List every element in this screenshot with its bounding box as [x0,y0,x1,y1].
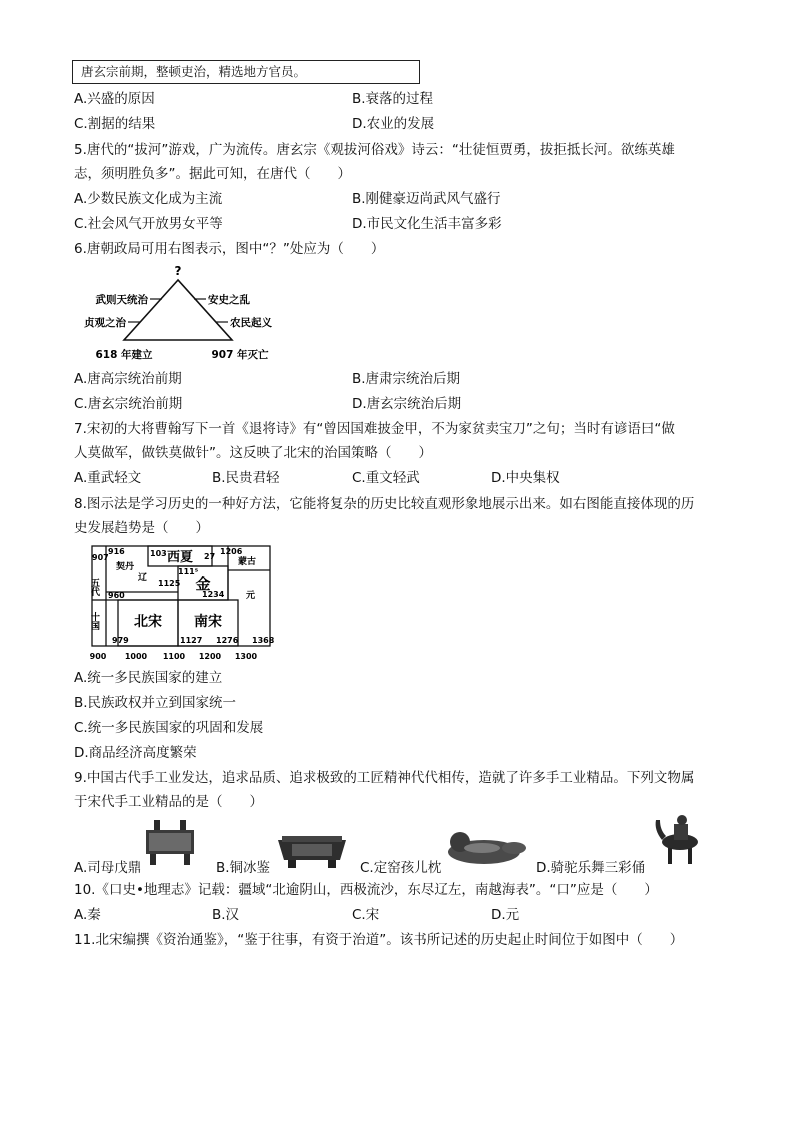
q9-option-b: B.铜冰鉴 [216,860,271,876]
label-xixia: 西夏 [166,550,194,565]
q4-material-box [72,60,420,84]
label-916: 916 [108,547,125,556]
q6-right-upper-label: 安史之乱 [208,294,250,306]
q8-stem-line1: 8.图示法是学习历史的一种好方法，它能将复杂的历史比较直观形象地展示出来。如右图能直接体现的历 [74,496,695,512]
label-nansong: 南宋 [194,614,222,630]
q5-option-b: B.刚健豪迈尚武风气盛行 [352,191,501,207]
axis-1200: 1200 [198,652,222,661]
q6-option-d: D.唐玄宗统治后期 [352,396,462,412]
q8-stem-line2: 史发展趋势是（ ） [74,520,209,536]
q8-option-d: D.商品经济高度繁荣 [74,745,197,761]
label-jin: 金 [195,575,211,593]
label-shiguo: 十国 [89,612,99,630]
q5-stem-line2: 志，须明胜负多”。据此可知，在唐代（ ） [74,166,351,182]
q10-option-a: A.秦 [74,907,101,923]
label-960: 960 [108,591,125,600]
q8-option-b: B.民族政权并立到国家统一 [74,695,237,711]
q8-option-c: C.统一多民族国家的巩固和发展 [74,720,264,736]
label-qidan: 契丹 [116,562,135,572]
label-liao: 辽 [138,573,148,583]
q6-option-c: C.唐玄宗统治前期 [74,396,183,412]
label-menggu: 蒙古 [238,557,257,567]
label-979: 979 [112,636,129,645]
q6-option-b: B.唐肃宗统治后期 [352,371,461,387]
q10-option-b: B.汉 [212,907,240,923]
q6-left-lower-label: 贞观之治 [84,317,126,329]
bronze-icebox-image [272,830,352,870]
label-27: 27 [204,552,216,561]
q7-option-c: C.重文轻武 [352,470,420,486]
axis-1300: 1300 [234,652,258,661]
label-wudai: 五代 [89,578,99,596]
tricolor-camel-figurine-image [646,812,710,866]
label-103: 103 [150,549,167,558]
q4-material-text: 唐玄宗前期，整顿吏治，精选地方官员。 [81,64,307,79]
q7-stem-line1: 7.宋初的大将曹翰写下一首《退将诗》有“曾因国难披金甲，不为家贫卖宝刀”之句；当时有谚语曰“做 [74,421,675,437]
q6-tang-diagram [68,262,298,366]
simuwu-ding-image [140,818,200,866]
label-1276: 1276 [216,636,239,645]
q9-option-c: C.定窑孩儿枕 [360,860,442,876]
label-yuan: 元 [246,591,256,601]
label-1368: 1368 [252,636,275,645]
q7-option-a: A.重武轻文 [74,470,142,486]
q6-right-lower-label: 农民起义 [230,317,272,329]
q8-regimes-chart [86,542,286,664]
q11-stem: 11.北宋编撰《资治通鉴》，“鉴于往事，有资于治道”。该书所记述的历史起止时间位于如图中（ ） [74,932,684,948]
q9-stem-line1: 9.中国古代手工业发达，追求品质、追求极致的工匠精神代代相传，造就了许多手工业精品。下列文物属 [74,770,695,786]
q6-left-upper-label: 武则天统治 [95,294,148,306]
q6-end-label: 907 年灭亡 [211,349,269,361]
label-1206: 1206 [220,547,243,556]
q5-stem-line1: 5.唐代的“拔河”游戏，广为流传。唐玄宗《观拔河俗戏》诗云：“壮徒恒贾勇，拔拒抵长河。欲练英雄 [74,142,675,158]
axis-900: 900 [89,652,107,661]
q10-stem: 10.《口史•地理志》记载：疆域“北逾阴山，西极流沙，东尽辽左，南越海表”。“口”应是（ ） [74,882,658,898]
q10-option-d: D.元 [491,907,520,923]
label-1234: 1234 [202,590,225,599]
q6-top-label: ? [174,264,182,278]
axis-1100: 1100 [162,652,186,661]
q6-start-label: 618 年建立 [95,349,153,361]
q9-option-a: A.司母戊鼎 [74,860,142,876]
q4-option-b: B.衰落的过程 [352,91,434,107]
q6-option-a: A.唐高宗统治前期 [74,371,182,387]
q9-option-d: D.骑驼乐舞三彩俑 [536,860,646,876]
q4-option-a: A.兴盛的原因 [74,91,155,107]
label-1127: 1127 [180,636,203,645]
q4-option-c: C.割据的结果 [74,116,156,132]
q7-option-b: B.民贵君轻 [212,470,280,486]
label-beisong: 北宋 [134,614,162,630]
q9-stem-line2: 于宋代手工业精品的是（ ） [74,794,263,810]
label-111: 111⁵ [178,567,199,576]
ding-kiln-child-pillow-image [444,828,528,868]
q8-option-a: A.统一多民族国家的建立 [74,670,223,686]
axis-1000: 1000 [124,652,148,661]
label-1125: 1125 [158,579,181,588]
q6-stem: 6.唐朝政局可用右图表示，图中“？”处应为（ ） [74,241,385,257]
triangle-shape [124,280,232,340]
q10-option-c: C.宋 [352,907,380,923]
label-907: 907 [92,553,109,562]
q4-option-d: D.农业的发展 [352,116,435,132]
q5-option-c: C.社会风气开放男女平等 [74,216,223,232]
q7-stem-line2: 人莫做军，做铁莫做针”。这反映了北宋的治国策略（ ） [74,445,432,461]
q7-option-d: D.中央集权 [491,470,560,486]
q5-option-d: D.市民文化生活丰富多彩 [352,216,502,232]
q5-option-a: A.少数民族文化成为主流 [74,191,223,207]
